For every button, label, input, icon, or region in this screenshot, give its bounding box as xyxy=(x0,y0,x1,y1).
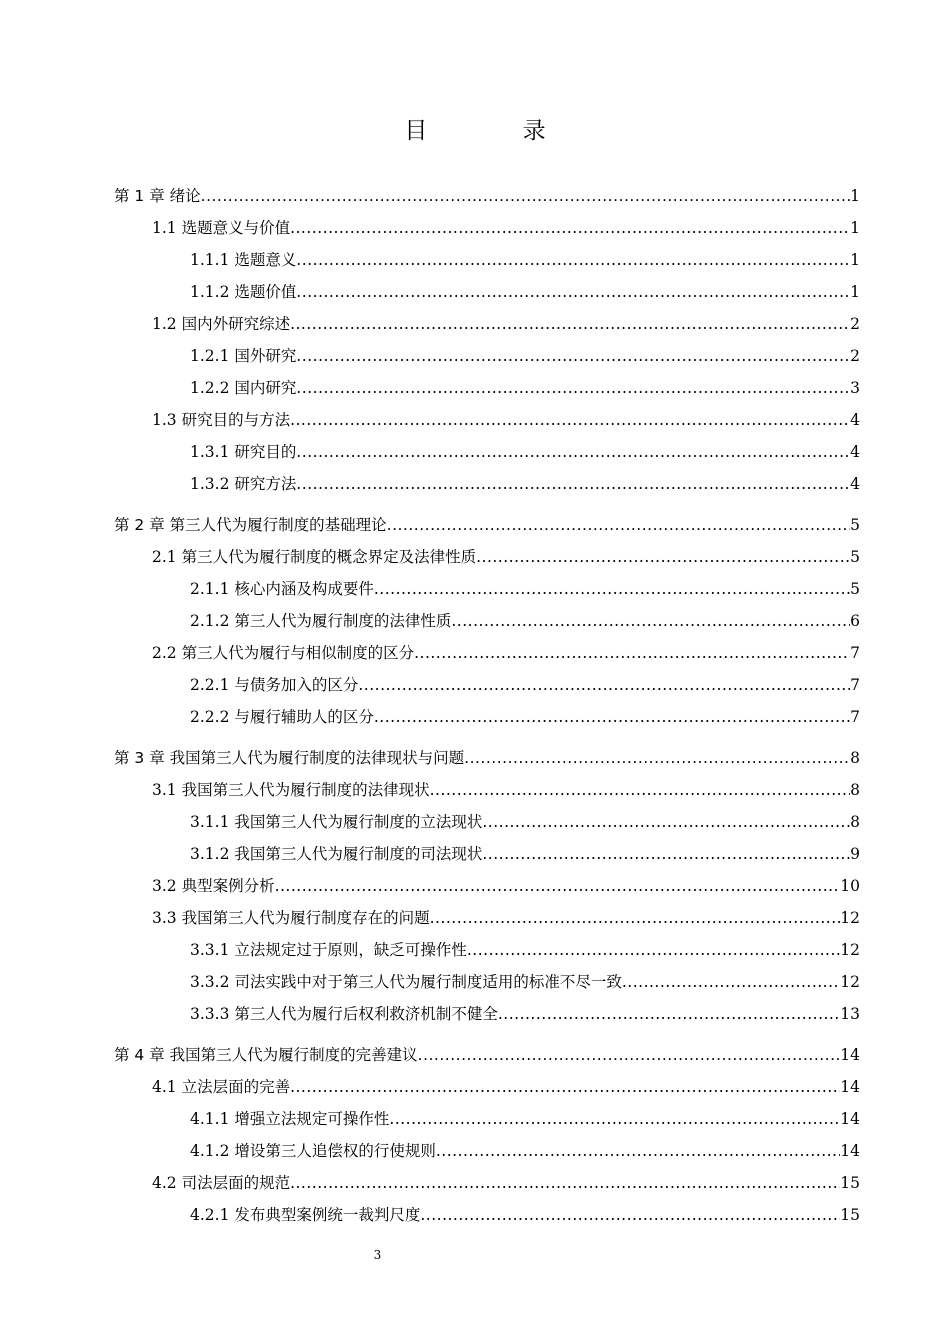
toc-entry-title: 1.2.1 国外研究 xyxy=(190,347,297,365)
toc-entry-title: 3.1.1 我国第三人代为履行制度的立法现状 xyxy=(190,813,483,831)
toc-dot-leader xyxy=(451,607,850,635)
toc-entry-page: 8 xyxy=(850,749,860,767)
toc-entry-page: 6 xyxy=(850,612,860,630)
toc-entry-page: 14 xyxy=(840,1046,860,1064)
toc-entry-page: 14 xyxy=(840,1110,860,1128)
toc-dot-leader xyxy=(201,182,850,210)
toc-entry-level3 xyxy=(190,575,860,603)
toc-entry-level3 xyxy=(190,808,860,836)
toc-entry-title: 2.2 第三人代为履行与相似制度的区分 xyxy=(152,644,415,662)
toc-dot-leader xyxy=(418,1041,841,1069)
toc-entry-title: 3.3.2 司法实践中对于第三人代为履行制度适用的标准不尽一致 xyxy=(190,973,622,991)
toc-entry-level3 xyxy=(190,278,860,306)
toc-entry-page: 7 xyxy=(850,708,860,726)
toc-entry-level3 xyxy=(190,1105,860,1133)
toc-entry-page: 7 xyxy=(850,644,860,662)
toc-entry-level2 xyxy=(152,543,860,571)
toc-entry-page: 1 xyxy=(850,219,860,237)
toc-entry-level2 xyxy=(152,639,860,667)
toc-entry-title: 1.3.2 研究方法 xyxy=(190,475,297,493)
toc-entry-page: 5 xyxy=(850,580,860,598)
toc-entry-title: 1.3.1 研究目的 xyxy=(190,443,297,461)
toc-entry-level2 xyxy=(152,1073,860,1101)
toc-entry-title: 第 3 章 我国第三人代为履行制度的法律现状与问题 xyxy=(114,749,465,767)
toc-entry-page: 15 xyxy=(840,1206,860,1224)
toc-entry-page: 3 xyxy=(850,379,860,397)
toc-entry-level1 xyxy=(114,1041,860,1069)
toc-entry-title: 2.1.1 核心内涵及构成要件 xyxy=(190,580,374,598)
page-number: 3 xyxy=(373,1248,382,1262)
toc-entry-title: 第 1 章 绪论 xyxy=(114,187,201,205)
toc-entry-level3 xyxy=(190,703,860,731)
toc-entry-page: 4 xyxy=(850,443,860,461)
toc-entry-level3 xyxy=(190,1000,860,1028)
toc-entry-level3 xyxy=(190,1201,860,1229)
toc-entry-title: 4.2.1 发布典型案例统一裁判尺度 xyxy=(190,1206,421,1224)
toc-dot-leader xyxy=(430,776,851,804)
toc-entry-page: 12 xyxy=(840,941,860,959)
toc-entry-title: 1.2 国内外研究综述 xyxy=(152,315,291,333)
toc-dot-leader xyxy=(476,543,850,571)
toc-entry-page: 14 xyxy=(840,1142,860,1160)
toc-dot-leader xyxy=(290,1073,840,1101)
toc-entry-level3 xyxy=(190,342,860,370)
toc-entry-level3 xyxy=(190,438,860,466)
toc-dot-leader xyxy=(498,1000,840,1028)
toc-entry-page: 10 xyxy=(840,877,860,895)
toc-entry-title: 第 4 章 我国第三人代为履行制度的完善建议 xyxy=(114,1046,418,1064)
toc-dot-leader xyxy=(414,639,850,667)
toc-entry-title: 3.3 我国第三人代为履行制度存在的问题 xyxy=(152,909,430,927)
toc-entry-title: 3.3.1 立法规定过于原则，缺乏可操作性 xyxy=(190,941,467,959)
toc-entry-level3 xyxy=(190,968,860,996)
toc-entry-level1 xyxy=(114,182,860,210)
toc-dot-leader xyxy=(290,1169,840,1197)
toc-dot-leader xyxy=(387,511,850,539)
toc-entry-title: 3.1.2 我国第三人代为履行制度的司法现状 xyxy=(190,845,483,863)
toc-entry-level2 xyxy=(152,904,860,932)
toc-entry-title: 第 2 章 第三人代为履行制度的基础理论 xyxy=(114,516,387,534)
toc-entry-level3 xyxy=(190,246,860,274)
toc-entry-page: 8 xyxy=(850,813,860,831)
toc-entry-page: 1 xyxy=(850,283,860,301)
toc-entry-title: 4.1 立法层面的完善 xyxy=(152,1078,291,1096)
toc-entry-page: 13 xyxy=(840,1005,860,1023)
toc-entry-page: 9 xyxy=(850,845,860,863)
toc-entry-title: 2.1 第三人代为履行制度的概念界定及法律性质 xyxy=(152,548,477,566)
toc-entry-title: 3.1 我国第三人代为履行制度的法律现状 xyxy=(152,781,430,799)
toc-dot-leader xyxy=(482,808,850,836)
toc-dot-leader xyxy=(482,840,850,868)
toc-entry-level3 xyxy=(190,1137,860,1165)
toc-entry-title: 4.1.1 增强立法规定可操作性 xyxy=(190,1110,390,1128)
toc-dot-leader xyxy=(296,342,850,370)
toc-entry-level2 xyxy=(152,214,860,242)
toc-dot-leader xyxy=(374,575,850,603)
toc-entry-level1 xyxy=(114,511,860,539)
toc-dot-leader xyxy=(290,214,850,242)
page-title: 目 录 xyxy=(404,118,590,144)
toc-entry-level2 xyxy=(152,406,860,434)
toc-dot-leader xyxy=(464,744,850,772)
toc-entry-title: 2.2.1 与债务加入的区分 xyxy=(190,676,359,694)
toc-dot-leader xyxy=(296,438,850,466)
toc-entry-level3 xyxy=(190,936,860,964)
toc-entry-page: 1 xyxy=(850,187,860,205)
toc-entry-title: 4.2 司法层面的规范 xyxy=(152,1174,291,1192)
toc-entry-page: 14 xyxy=(840,1078,860,1096)
toc-entry-level1 xyxy=(114,744,860,772)
toc-dot-leader xyxy=(467,936,840,964)
toc-dot-leader xyxy=(420,1201,840,1229)
toc-dot-leader xyxy=(389,1105,840,1133)
toc-entry-level2 xyxy=(152,872,860,900)
toc-entry-page: 5 xyxy=(850,516,860,534)
toc-entry-page: 4 xyxy=(850,411,860,429)
toc-dot-leader xyxy=(296,278,850,306)
toc-entry-level3 xyxy=(190,374,860,402)
toc-entry-page: 15 xyxy=(840,1174,860,1192)
toc-dot-leader xyxy=(275,872,841,900)
toc-dot-leader xyxy=(290,406,850,434)
toc-entry-title: 2.2.2 与履行辅助人的区分 xyxy=(190,708,374,726)
toc-entry-page: 5 xyxy=(850,548,860,566)
toc-entry-page: 8 xyxy=(850,781,860,799)
toc-dot-leader xyxy=(622,968,840,996)
toc-entry-level2 xyxy=(152,310,860,338)
toc-dot-leader xyxy=(296,470,850,498)
toc-entry-page: 12 xyxy=(840,909,860,927)
toc-dot-leader xyxy=(296,374,850,402)
toc-entry-page: 12 xyxy=(840,973,860,991)
toc-entry-title: 2.1.2 第三人代为履行制度的法律性质 xyxy=(190,612,452,630)
toc-dot-leader xyxy=(296,246,850,274)
toc-entry-title: 3.3.3 第三人代为履行后权利救济机制不健全 xyxy=(190,1005,498,1023)
toc-entry-level3 xyxy=(190,607,860,635)
toc-entry-title: 4.1.2 增设第三人追偿权的行使规则 xyxy=(190,1142,436,1160)
toc-entry-level2 xyxy=(152,776,860,804)
toc-entry-title: 1.1.2 选题价值 xyxy=(190,283,297,301)
toc-entry-level3 xyxy=(190,470,860,498)
toc-entry-page: 2 xyxy=(850,315,860,333)
toc-entry-level2 xyxy=(152,1169,860,1197)
toc-dot-leader xyxy=(430,904,841,932)
toc-entry-title: 3.2 典型案例分析 xyxy=(152,877,275,895)
toc-entry-title: 1.3 研究目的与方法 xyxy=(152,411,291,429)
toc-dot-leader xyxy=(436,1137,840,1165)
toc-entry-title: 1.1 选题意义与价值 xyxy=(152,219,291,237)
toc-entry-level3 xyxy=(190,671,860,699)
toc-entry-page: 1 xyxy=(850,251,860,269)
toc-entry-page: 4 xyxy=(850,475,860,493)
toc-entry-title: 1.1.1 选题意义 xyxy=(190,251,297,269)
toc-entry-page: 2 xyxy=(850,347,860,365)
toc-dot-leader xyxy=(358,671,850,699)
toc-dot-leader xyxy=(290,310,850,338)
toc-entry-title: 1.2.2 国内研究 xyxy=(190,379,297,397)
toc-entry-level3 xyxy=(190,840,860,868)
toc-entry-page: 7 xyxy=(850,676,860,694)
toc-dot-leader xyxy=(374,703,850,731)
